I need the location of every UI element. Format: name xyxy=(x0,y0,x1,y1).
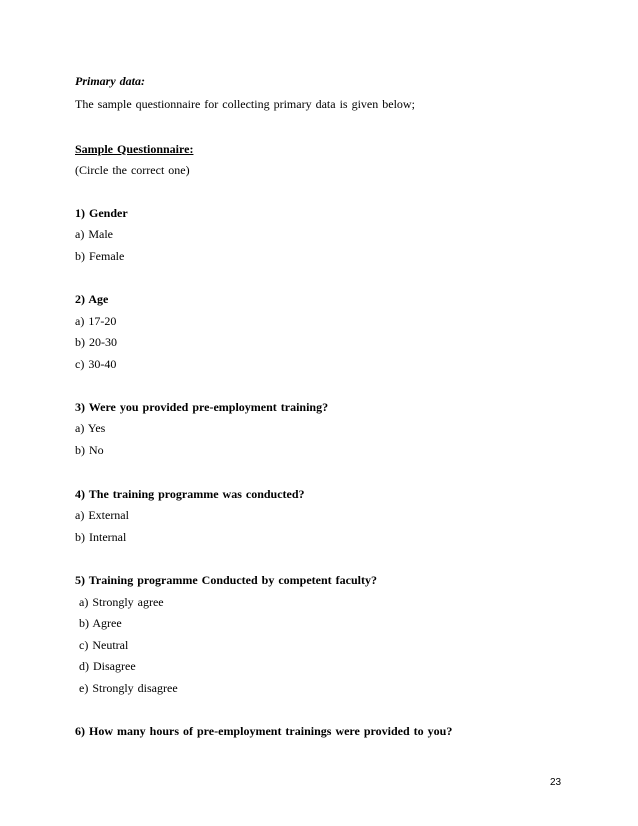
questionnaire-instruction: (Circle the correct one) xyxy=(75,163,190,177)
question-option: e) Strongly disagree xyxy=(75,681,178,695)
question-option: c) 30-40 xyxy=(75,357,117,371)
question-option: b) Internal xyxy=(75,530,127,544)
question-option: a) 17-20 xyxy=(75,314,117,328)
question-title: 5) Training programme Conducted by competent faculty? xyxy=(75,573,377,587)
question-option: b) 20-30 xyxy=(75,335,117,349)
questionnaire-heading: Sample Questionnaire: xyxy=(75,142,194,156)
question-title: 4) The training programme was conducted? xyxy=(75,487,305,501)
question-option: a) Yes xyxy=(75,421,106,435)
question-option: a) Strongly agree xyxy=(75,595,164,609)
primary-data-heading: Primary data: xyxy=(75,74,145,88)
question-option: a) Male xyxy=(75,227,113,241)
question-option: b) Agree xyxy=(75,616,122,630)
page-number: 23 xyxy=(550,777,562,788)
question-option: a) External xyxy=(75,508,129,522)
question-title: 3) Were you provided pre-employment training? xyxy=(75,400,329,414)
question-option: d) Disagree xyxy=(75,659,136,673)
question-option: c) Neutral xyxy=(75,638,129,652)
primary-data-intro: The sample questionnaire for collecting primary data is given below; xyxy=(75,97,415,111)
question-title: 1) Gender xyxy=(75,206,128,220)
question-option: b) Female xyxy=(75,249,125,263)
question-title: 6) How many hours of pre-employment trainings were provided to you? xyxy=(75,724,453,738)
question-title: 2) Age xyxy=(75,292,109,306)
question-option: b) No xyxy=(75,443,104,457)
